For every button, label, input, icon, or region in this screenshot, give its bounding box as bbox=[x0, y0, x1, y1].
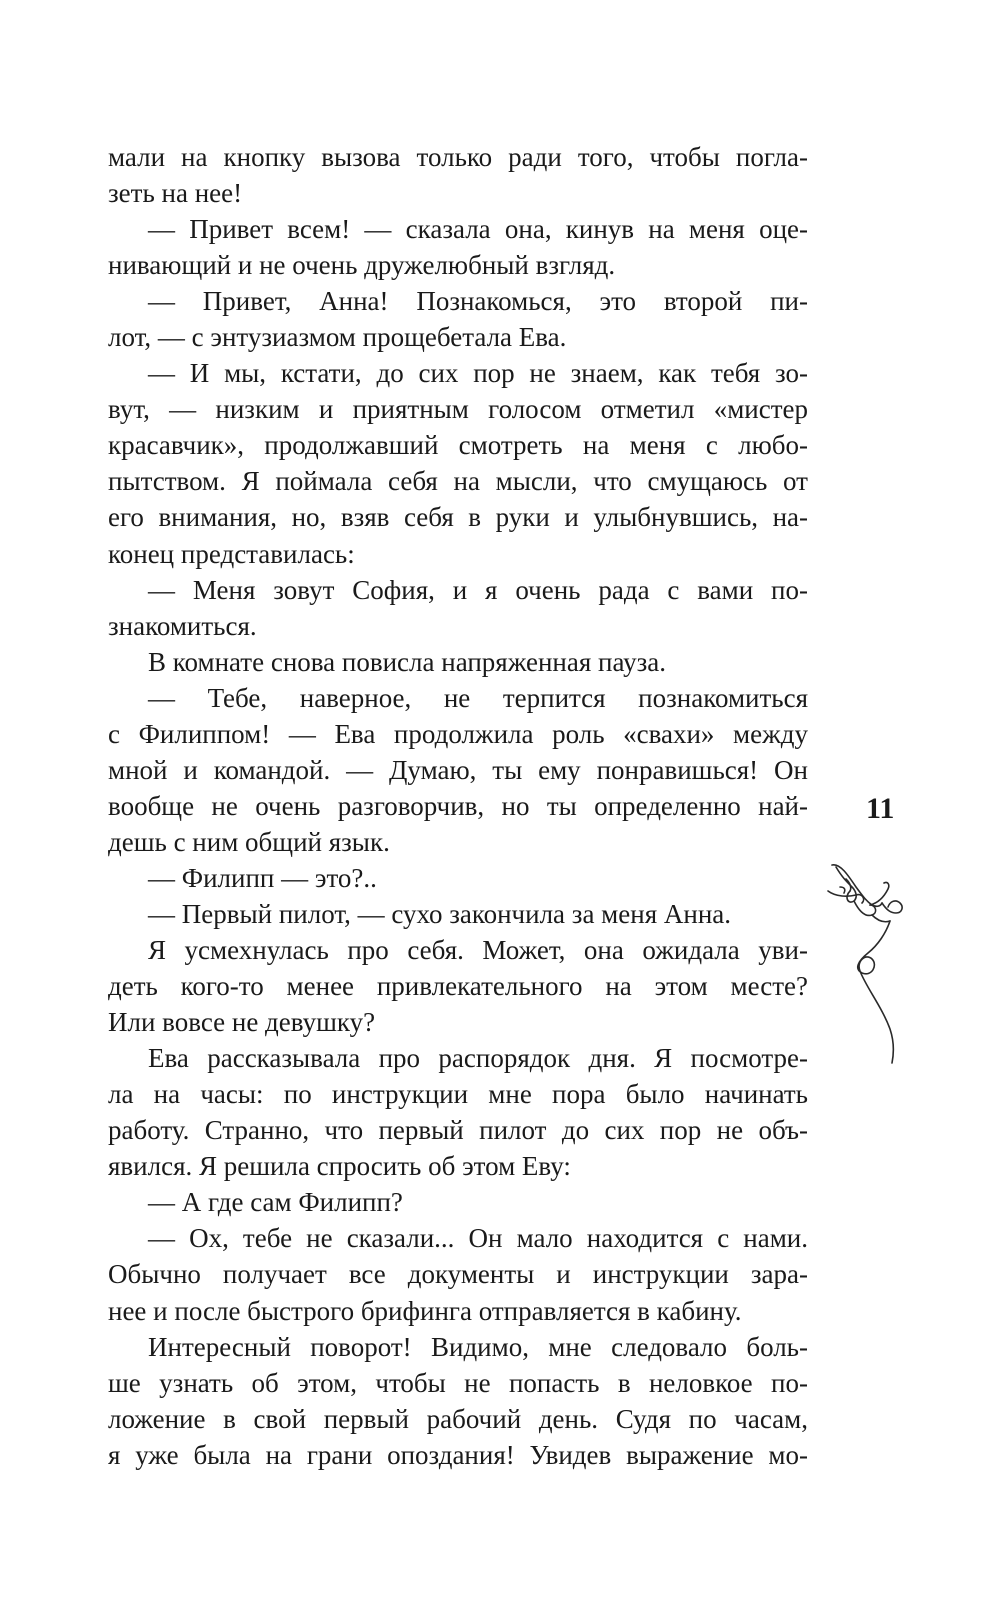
text-line: В комнате снова повисла напряженная пауза. bbox=[148, 646, 666, 677]
text-line: работу. Странно, что первый пилот до сих пор не объ- bbox=[108, 1115, 808, 1146]
text-line: его внимания, но, взяв себя в руки и улыбнувшись, на- bbox=[108, 502, 808, 533]
text-line: я уже была на грани опоздания! Увидев выражение мо- bbox=[108, 1439, 808, 1470]
text-line: явился. Я решила спросить об этом Еву: bbox=[108, 1151, 571, 1182]
text-line: — Привет всем! — сказала она, кинув на меня оце- bbox=[148, 214, 808, 245]
text-line: — Меня зовут София, и я очень рада с вами по- bbox=[148, 574, 808, 605]
page-number: 11 bbox=[866, 792, 895, 825]
airplane-loop-doodle-icon bbox=[826, 857, 936, 1067]
text-line: Я усмехнулась про себя. Может, она ожидала уви- bbox=[148, 935, 808, 966]
text-line: Ева рассказывала про распорядок дня. Я посмотре- bbox=[148, 1043, 808, 1074]
text-line: знакомиться. bbox=[108, 610, 257, 641]
text-line: вообще не очень разговорчив, но ты определенно най- bbox=[108, 790, 808, 821]
text-line: ла на часы: по инструкции мне пора было начинать bbox=[108, 1079, 808, 1110]
text-line: ше узнать об этом, чтобы не попасть в неловкое по- bbox=[108, 1367, 808, 1398]
text-line: вут, — низким и приятным голосом отметил «мистер bbox=[108, 394, 808, 425]
text-line: дешь с ним общий язык. bbox=[108, 826, 390, 857]
text-line: пытством. Я поймала себя на мысли, что смущаюсь от bbox=[108, 466, 808, 497]
text-line: — И мы, кстати, до сих пор не знаем, как тебя зо- bbox=[148, 358, 808, 389]
text-line: с Филиппом! — Ева продолжила роль «свахи» между bbox=[108, 718, 808, 749]
text-line: нивающий и не очень дружелюбный взгляд. bbox=[108, 250, 616, 281]
text-line: — Привет, Анна! Познакомься, это второй пи- bbox=[148, 286, 808, 317]
text-line: зеть на нее! bbox=[108, 178, 243, 209]
text-line: нее и после быстрого брифинга отправляется в кабину. bbox=[108, 1295, 742, 1326]
text-line: деть кого-то менее привлекательного на этом месте? bbox=[108, 971, 808, 1002]
text-line: — А где сам Филипп? bbox=[148, 1187, 403, 1218]
text-line: Интересный поворот! Видимо, мне следовало боль- bbox=[148, 1331, 808, 1362]
text-line: — Филипп — это?.. bbox=[148, 862, 377, 893]
text-line: мной и командой. — Думаю, ты ему понравишься! Он bbox=[108, 754, 808, 785]
text-line: конец представилась: bbox=[108, 538, 355, 569]
body-text bbox=[108, 139, 808, 1473]
text-line: Или вовсе не девушку? bbox=[108, 1007, 376, 1038]
text-line: Обычно получает все документы и инструкции зара- bbox=[108, 1259, 808, 1290]
text-line: лот, — с энтузиазмом прощебетала Ева. bbox=[108, 322, 567, 353]
text-line: — Ох, тебе не сказали... Он мало находится с нами. bbox=[148, 1223, 808, 1254]
text-line: мали на кнопку вызова только ради того, чтобы погла- bbox=[108, 142, 808, 172]
text-line: красавчик», продолжавший смотреть на меня с любо- bbox=[108, 430, 808, 461]
text-line: ложение в свой первый рабочий день. Судя по часам, bbox=[108, 1403, 808, 1434]
text-line: — Тебе, наверное, не терпится познакомиться bbox=[148, 682, 808, 713]
text-line: — Первый пилот, — сухо закончила за меня Анна. bbox=[148, 898, 732, 929]
